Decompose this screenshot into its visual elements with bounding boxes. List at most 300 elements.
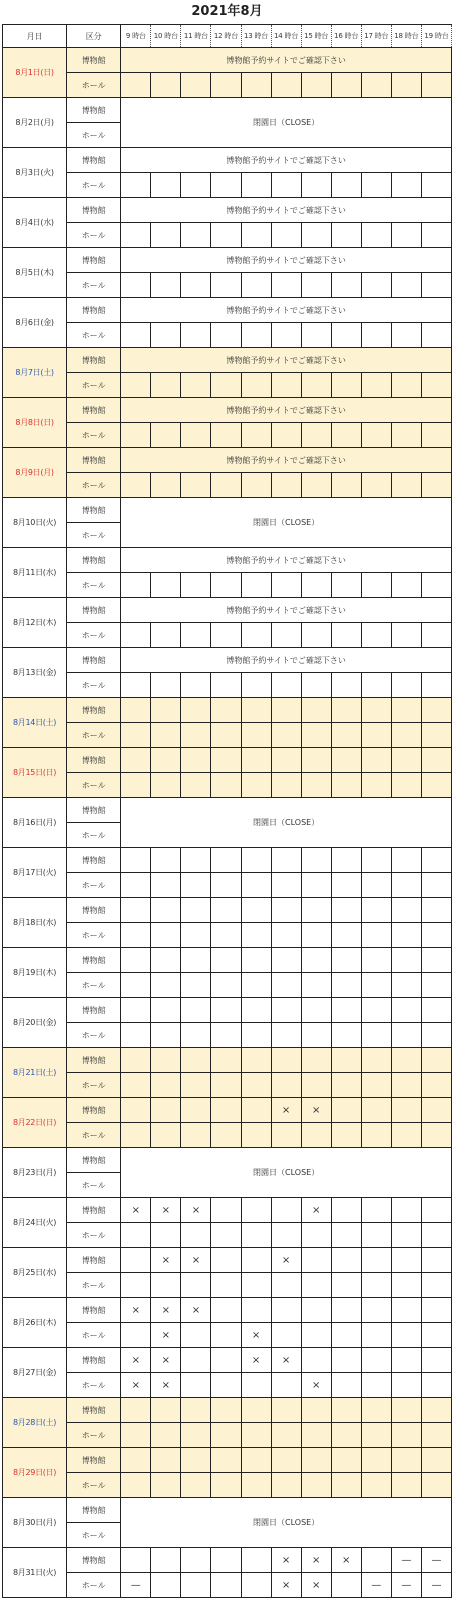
date-cell: 8月21日(土) [3, 1048, 67, 1098]
day-row-hall [3, 1573, 452, 1598]
museum-slot: × [271, 1348, 301, 1373]
museum-slot [241, 1248, 271, 1273]
hall-slot [241, 473, 271, 498]
museum-slot [361, 1398, 391, 1423]
day-row-hall [3, 673, 452, 698]
category-museum: 博物館 [67, 1548, 121, 1573]
category-museum: 博物館 [67, 548, 121, 573]
hall-slot [271, 473, 301, 498]
hall-slot [391, 573, 421, 598]
day-row-museum [3, 1548, 452, 1573]
category-hall: ホール [67, 573, 121, 598]
day-row-museum [3, 698, 452, 723]
hall-slot [391, 1023, 421, 1048]
hall-slot [211, 323, 241, 348]
museum-slot [121, 1098, 151, 1123]
category-hall: ホール [67, 1073, 121, 1098]
category-museum: 博物館 [67, 648, 121, 673]
museum-slot: × [271, 1548, 301, 1573]
museum-slot [181, 1398, 211, 1423]
closed-notice: 閉園日（CLOSE） [121, 798, 452, 848]
hall-slot [271, 73, 301, 98]
category-museum: 博物館 [67, 1198, 121, 1223]
hall-slot [181, 1123, 211, 1148]
hall-slot [361, 1373, 391, 1398]
day-row-hall [3, 373, 452, 398]
museum-slot [271, 698, 301, 723]
hall-slot [331, 573, 361, 598]
museum-slot [181, 1048, 211, 1073]
hall-slot [271, 1273, 301, 1298]
hall-slot [301, 173, 331, 198]
hall-slot [121, 173, 151, 198]
day-row-hall [3, 773, 452, 798]
day-row-hall [3, 973, 452, 998]
day-row-museum [3, 48, 452, 73]
museum-slot [241, 1048, 271, 1073]
museum-slot [331, 1398, 361, 1423]
category-museum: 博物館 [67, 798, 121, 823]
museum-slot [181, 1448, 211, 1473]
hall-slot [391, 1323, 421, 1348]
museum-slot [361, 1048, 391, 1073]
day-row-museum [3, 148, 452, 173]
hall-slot [391, 1273, 421, 1298]
hour-header: 11 時台 [181, 25, 211, 48]
museum-slot [361, 698, 391, 723]
hall-slot [181, 423, 211, 448]
museum-slot [271, 748, 301, 773]
museum-slot [331, 1048, 361, 1073]
museum-slot: × [151, 1298, 181, 1323]
hall-slot [211, 373, 241, 398]
hall-slot [181, 973, 211, 998]
hall-slot [121, 573, 151, 598]
hall-slot [421, 1373, 451, 1398]
reservation-notice: 博物館予約サイトでご確認下さい [121, 348, 452, 373]
hall-slot [361, 1223, 391, 1248]
hall-slot [421, 1423, 451, 1448]
hall-slot [271, 373, 301, 398]
hall-slot [241, 223, 271, 248]
day-row-hall [3, 723, 452, 748]
hall-slot [241, 273, 271, 298]
museum-slot [331, 1198, 361, 1223]
hall-slot: × [121, 1373, 151, 1398]
museum-slot: × [271, 1248, 301, 1273]
museum-slot [421, 748, 451, 773]
hall-slot [361, 1323, 391, 1348]
hall-slot [121, 1073, 151, 1098]
museum-slot [391, 1398, 421, 1423]
category-museum: 博物館 [67, 198, 121, 223]
date-cell: 8月31日(火) [3, 1548, 67, 1598]
category-hall: ホール [67, 223, 121, 248]
museum-slot [211, 748, 241, 773]
hall-slot [211, 723, 241, 748]
category-hall: ホール [67, 1323, 121, 1348]
hall-slot [121, 323, 151, 348]
category-hall: ホール [67, 1223, 121, 1248]
hour-header: 19 時台 [421, 25, 451, 48]
category-hall: ホール [67, 923, 121, 948]
museum-slot: × [301, 1098, 331, 1123]
day-row-museum [3, 948, 452, 973]
hall-slot [181, 673, 211, 698]
hall-slot [151, 1223, 181, 1248]
hour-header: 18 時台 [391, 25, 421, 48]
hall-slot [181, 273, 211, 298]
museum-slot [211, 1448, 241, 1473]
hall-slot [391, 773, 421, 798]
hall-slot [181, 1373, 211, 1398]
hour-header: 10 時台 [151, 25, 181, 48]
day-row-hall [3, 1123, 452, 1148]
hall-slot [211, 73, 241, 98]
hall-slot [241, 973, 271, 998]
museum-slot [391, 1298, 421, 1323]
hour-header: 17 時台 [361, 25, 391, 48]
museum-slot: — [391, 1548, 421, 1573]
day-row-hall [3, 473, 452, 498]
category-hall: ホール [67, 423, 121, 448]
hall-slot [241, 1573, 271, 1598]
day-row-museum [3, 1298, 452, 1323]
hall-slot [241, 1073, 271, 1098]
museum-slot [301, 698, 331, 723]
hall-slot [361, 173, 391, 198]
day-row-hall [3, 1073, 452, 1098]
hall-slot [121, 623, 151, 648]
hall-slot [331, 1023, 361, 1048]
category-museum: 博物館 [67, 148, 121, 173]
hall-slot [211, 773, 241, 798]
category-hall: ホール [67, 1423, 121, 1448]
museum-slot [421, 1298, 451, 1323]
hall-slot [331, 73, 361, 98]
reservation-notice: 博物館予約サイトでご確認下さい [121, 148, 452, 173]
hall-slot [421, 273, 451, 298]
hall-slot [121, 1423, 151, 1448]
hall-slot [181, 1023, 211, 1048]
hall-slot [181, 223, 211, 248]
hall-slot [271, 1073, 301, 1098]
hall-slot [331, 873, 361, 898]
museum-slot [361, 748, 391, 773]
day-row-museum [3, 998, 452, 1023]
hall-slot [271, 673, 301, 698]
hall-slot [331, 973, 361, 998]
museum-slot [211, 948, 241, 973]
day-row-museum [3, 498, 452, 523]
hall-slot [361, 873, 391, 898]
category-museum: 博物館 [67, 1348, 121, 1373]
hall-slot: × [301, 1373, 331, 1398]
museum-slot [211, 1548, 241, 1573]
museum-slot [151, 748, 181, 773]
reservation-notice: 博物館予約サイトでご確認下さい [121, 248, 452, 273]
hall-slot [421, 173, 451, 198]
museum-slot [391, 1348, 421, 1373]
hall-slot [301, 973, 331, 998]
day-row-museum [3, 1098, 452, 1123]
day-row-museum [3, 598, 452, 623]
museum-slot [271, 948, 301, 973]
reservation-notice: 博物館予約サイトでご確認下さい [121, 398, 452, 423]
hall-slot [421, 323, 451, 348]
date-cell: 8月28日(土) [3, 1398, 67, 1448]
hall-slot [241, 1273, 271, 1298]
hall-slot [271, 573, 301, 598]
hall-slot [331, 923, 361, 948]
hall-slot [181, 1073, 211, 1098]
museum-slot [421, 848, 451, 873]
hall-slot [121, 423, 151, 448]
hall-slot [151, 623, 181, 648]
day-row-hall [3, 1473, 452, 1498]
museum-slot [301, 898, 331, 923]
hall-slot [361, 323, 391, 348]
hall-slot [241, 773, 271, 798]
hall-slot [361, 723, 391, 748]
date-cell: 8月29日(日) [3, 1448, 67, 1498]
museum-slot: × [121, 1298, 151, 1323]
hall-slot [151, 473, 181, 498]
museum-slot [121, 1048, 151, 1073]
hall-slot [301, 223, 331, 248]
hall-slot [331, 373, 361, 398]
hall-slot [271, 323, 301, 348]
hall-slot [151, 1273, 181, 1298]
hall-slot [361, 223, 391, 248]
hall-slot [211, 573, 241, 598]
page-title: 2021年8月 [191, 4, 263, 19]
hall-slot [361, 473, 391, 498]
hall-slot [151, 73, 181, 98]
museum-slot [301, 1348, 331, 1373]
museum-slot [121, 748, 151, 773]
hall-slot [151, 573, 181, 598]
date-cell: 8月10日(火) [3, 498, 67, 548]
museum-slot [421, 998, 451, 1023]
museum-slot [181, 898, 211, 923]
museum-slot [211, 1248, 241, 1273]
hall-slot [361, 273, 391, 298]
hall-slot [421, 1023, 451, 1048]
hall-slot [151, 273, 181, 298]
day-row-museum [3, 1398, 452, 1423]
hall-slot [151, 323, 181, 348]
hall-slot [151, 223, 181, 248]
museum-slot [331, 1098, 361, 1123]
hall-slot [421, 773, 451, 798]
museum-slot [391, 1448, 421, 1473]
hall-slot [301, 1223, 331, 1248]
category-hall: ホール [67, 973, 121, 998]
date-cell: 8月4日(水) [3, 198, 67, 248]
museum-slot [181, 1098, 211, 1123]
hall-slot [211, 1273, 241, 1298]
hall-slot [241, 573, 271, 598]
hall-slot [241, 1423, 271, 1448]
category-museum: 博物館 [67, 398, 121, 423]
museum-slot [331, 898, 361, 923]
date-cell: 8月8日(日) [3, 398, 67, 448]
hall-slot [121, 223, 151, 248]
date-cell: 8月3日(火) [3, 148, 67, 198]
hall-slot [301, 673, 331, 698]
category-hall: ホール [67, 323, 121, 348]
museum-slot [361, 1098, 391, 1123]
museum-slot [331, 1248, 361, 1273]
day-row-museum [3, 1148, 452, 1173]
day-row-museum [3, 1048, 452, 1073]
museum-slot [361, 1198, 391, 1223]
hour-header: 9 時台 [121, 25, 151, 48]
hall-slot [181, 323, 211, 348]
museum-slot: × [241, 1348, 271, 1373]
category-museum: 博物館 [67, 848, 121, 873]
category-museum: 博物館 [67, 748, 121, 773]
hall-slot [391, 173, 421, 198]
hall-slot [151, 973, 181, 998]
museum-slot: × [151, 1248, 181, 1273]
hall-slot [421, 973, 451, 998]
museum-slot [421, 698, 451, 723]
hall-slot [271, 273, 301, 298]
museum-slot [421, 1098, 451, 1123]
museum-slot [421, 1198, 451, 1223]
category-hall: ホール [67, 123, 121, 148]
hall-slot [271, 773, 301, 798]
hall-slot [151, 1123, 181, 1148]
hall-slot [391, 273, 421, 298]
museum-slot [301, 1048, 331, 1073]
hall-slot [361, 1123, 391, 1148]
day-row-museum [3, 1498, 452, 1523]
museum-slot [301, 748, 331, 773]
day-row-hall [3, 623, 452, 648]
hall-slot [181, 73, 211, 98]
hall-slot [421, 923, 451, 948]
museum-slot [181, 948, 211, 973]
hall-slot [211, 1423, 241, 1448]
museum-slot [241, 998, 271, 1023]
museum-slot [241, 1098, 271, 1123]
hall-slot [391, 673, 421, 698]
museum-slot [151, 848, 181, 873]
museum-slot [241, 948, 271, 973]
category-museum: 博物館 [67, 1148, 121, 1173]
date-cell: 8月27日(金) [3, 1348, 67, 1398]
museum-slot: — [421, 1548, 451, 1573]
hall-slot [121, 73, 151, 98]
category-hall: ホール [67, 523, 121, 548]
hall-slot [391, 1073, 421, 1098]
hall-slot [241, 723, 271, 748]
category-museum: 博物館 [67, 698, 121, 723]
day-row-hall [3, 1273, 452, 1298]
hall-slot [421, 1223, 451, 1248]
hall-slot [271, 1223, 301, 1248]
hall-slot [181, 873, 211, 898]
hall-slot [391, 1423, 421, 1448]
hall-slot [181, 1423, 211, 1448]
category-museum: 博物館 [67, 948, 121, 973]
museum-slot [211, 1048, 241, 1073]
museum-slot [421, 898, 451, 923]
hall-slot [391, 1123, 421, 1148]
hall-slot [331, 1123, 361, 1148]
museum-slot [271, 848, 301, 873]
hall-slot [301, 1473, 331, 1498]
museum-slot [301, 848, 331, 873]
hall-slot [151, 1573, 181, 1598]
museum-slot [391, 1098, 421, 1123]
hall-slot [151, 673, 181, 698]
hall-slot [211, 223, 241, 248]
museum-slot [211, 1098, 241, 1123]
museum-slot [301, 1248, 331, 1273]
museum-slot [271, 898, 301, 923]
day-row-museum [3, 898, 452, 923]
hall-slot [121, 1273, 151, 1298]
museum-slot [391, 1198, 421, 1223]
hall-slot [361, 373, 391, 398]
category-hall: ホール [67, 1523, 121, 1548]
day-row-hall [3, 1423, 452, 1448]
hall-slot [301, 1123, 331, 1148]
museum-slot [241, 1198, 271, 1223]
hall-slot [271, 423, 301, 448]
museum-slot [151, 1548, 181, 1573]
hall-slot [391, 473, 421, 498]
category-museum: 博物館 [67, 1298, 121, 1323]
date-column-header: 月日 [3, 25, 67, 48]
hall-slot [241, 323, 271, 348]
hall-slot [421, 423, 451, 448]
hall-slot [151, 923, 181, 948]
hall-slot [331, 173, 361, 198]
day-row-hall [3, 173, 452, 198]
closed-notice: 閉園日（CLOSE） [121, 498, 452, 548]
hall-slot [151, 173, 181, 198]
category-museum: 博物館 [67, 48, 121, 73]
schedule-table [2, 24, 452, 1598]
hall-slot [211, 1373, 241, 1398]
hall-slot [331, 1473, 361, 1498]
hall-slot [361, 1273, 391, 1298]
museum-slot [211, 1298, 241, 1323]
category-museum: 博物館 [67, 898, 121, 923]
date-cell: 8月19日(木) [3, 948, 67, 998]
category-museum: 博物館 [67, 298, 121, 323]
category-hall: ホール [67, 873, 121, 898]
museum-slot: × [151, 1348, 181, 1373]
category-hall: ホール [67, 623, 121, 648]
hall-slot [211, 1323, 241, 1348]
hall-slot [181, 1223, 211, 1248]
hall-slot [421, 573, 451, 598]
day-row-museum [3, 1348, 452, 1373]
hall-slot [391, 1473, 421, 1498]
closed-notice: 閉園日（CLOSE） [121, 98, 452, 148]
category-hall: ホール [67, 173, 121, 198]
hall-slot [331, 1223, 361, 1248]
hall-slot [151, 1073, 181, 1098]
category-hall: ホール [67, 273, 121, 298]
museum-slot [241, 1548, 271, 1573]
